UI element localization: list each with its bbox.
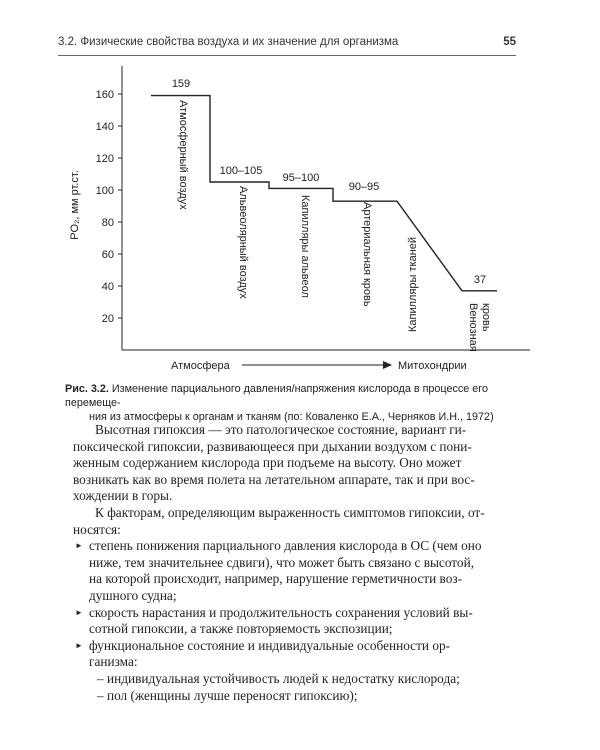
- stage-label: Альвеолярный воздух: [237, 186, 249, 299]
- x-start-label: Атмосфера: [171, 360, 230, 372]
- text-line: женным содержанием кислорода при подъеме на высоту. Оно может: [73, 455, 462, 471]
- bullet-item: [73, 605, 525, 638]
- caption-lead: Рис. 3.2.: [65, 383, 109, 395]
- paragraph-2: [73, 505, 525, 538]
- text-line: поксической гипоксии, развивающееся при дыхании воздухом с пони-: [73, 438, 472, 454]
- y-tick-label: 80: [101, 217, 114, 229]
- text-line: душного судна;: [89, 587, 177, 603]
- caption-line-1: Изменение парциального давления/напряжения кислорода в процессе его перемеще-: [65, 383, 489, 409]
- body-text: [73, 422, 525, 704]
- po2-chart: [0, 60, 600, 378]
- y-tick-label: 140: [95, 121, 114, 133]
- stage-label: Атмосферный воздух: [177, 100, 189, 210]
- bullet-arrow-icon: ►: [75, 640, 83, 650]
- running-header: [58, 36, 516, 52]
- page-number: 55: [503, 36, 516, 48]
- po2-series: [151, 96, 497, 291]
- text-line: Высотная гипоксия — это патологическое состояние, вариант ги-: [95, 422, 467, 437]
- paragraph-1: [73, 422, 525, 505]
- value-label: 159: [171, 78, 191, 90]
- chart-labels: [171, 78, 492, 372]
- text-line: сотной гипоксии, а также повторяемость экспозиции;: [89, 621, 393, 637]
- dash-item: – пол (женщины лучше переносят гипоксию);: [97, 687, 358, 703]
- text-line: носятся:: [73, 521, 121, 537]
- y-tick-label: 60: [101, 249, 114, 261]
- figure-caption: [65, 382, 525, 424]
- y-tick-label: 160: [95, 89, 114, 101]
- value-label: 95–100: [282, 172, 320, 184]
- x-end-label: Митохондрии: [398, 360, 467, 372]
- dash-item: – индивидуальная устойчивость людей к недостатку кислорода;: [97, 670, 460, 686]
- value-label: 100–105: [219, 165, 263, 177]
- text-line: К факторам, определяющим выраженность симптомов гипоксии, от-: [95, 504, 485, 520]
- y-tick-label: 100: [95, 185, 114, 197]
- stage-label: кровь: [480, 303, 492, 332]
- text-line: ниже, тем значительнее сдвиги), что может быть связано с высотой,: [89, 554, 475, 570]
- y-tick-label: 120: [95, 153, 114, 165]
- text-line: ганизма:: [89, 654, 138, 670]
- bullet-arrow-icon: ►: [75, 541, 83, 551]
- text-line: степень понижения парциального давления кислорода в ОС (чем оно: [89, 538, 482, 554]
- header-rule: [58, 55, 516, 56]
- text-line: функциональное состояние и индивидуальные особенности ор-: [89, 637, 451, 653]
- value-label: 90–95: [348, 181, 380, 193]
- caption-line-2: ния из атмосферы к органам и тканям (по: Коваленко Е.А., Черняков И.Н., 1972): [89, 411, 494, 423]
- stage-label: Артериальная кровь: [361, 202, 373, 307]
- y-tick-label: 40: [101, 281, 114, 293]
- value-label: 37: [473, 274, 487, 286]
- bullet-arrow-icon: ►: [75, 607, 83, 617]
- arrow-head-icon: [383, 361, 392, 369]
- y-tick-label: 20: [101, 313, 114, 325]
- bullet-item: [73, 638, 525, 671]
- stage-label: Капилляры альвеол: [299, 195, 311, 298]
- text-line: на которой происходит, например, нарушение герметичности воз-: [89, 571, 463, 587]
- bullet-item: [73, 538, 525, 604]
- text-line: возникать как во время полета на летательном аппарате, так и при вос-: [73, 471, 475, 487]
- y-ticks: [69, 89, 122, 325]
- text-line: скорость нарастания и продолжительность сохранения условий вы-: [89, 604, 473, 620]
- stage-label: Венозная: [467, 303, 479, 352]
- text-line: хождении в горы.: [73, 488, 173, 504]
- y-axis-label: PO₂, мм рт.ст.: [69, 170, 81, 240]
- section-title: 3.2. Физические свойства воздуха и их значение для организма: [58, 36, 399, 48]
- po2-line: [151, 96, 497, 291]
- stage-label: Капилляры тканей: [407, 236, 419, 332]
